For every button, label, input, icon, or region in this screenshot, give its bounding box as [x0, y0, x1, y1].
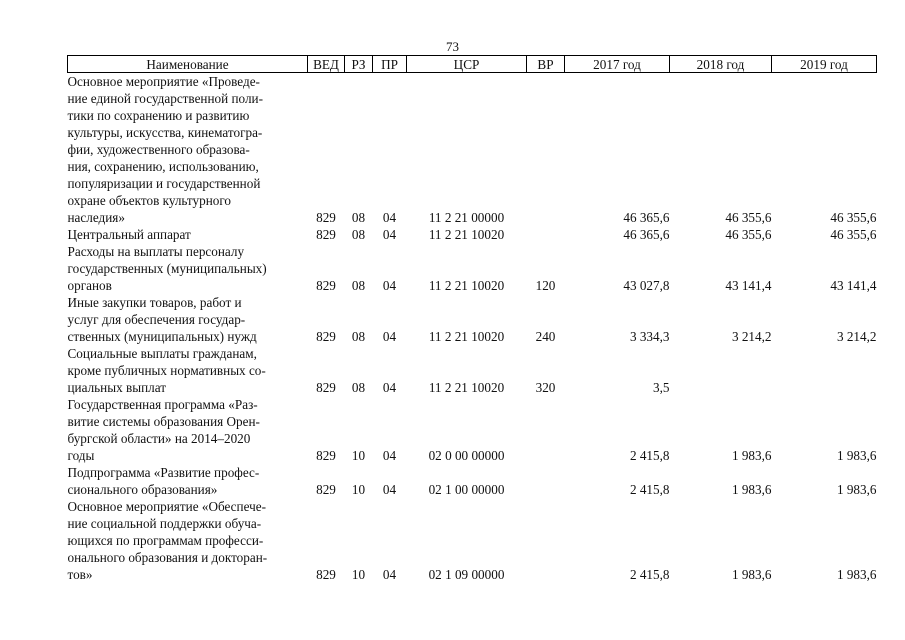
- cell-name: [68, 345, 308, 396]
- cell-rz: 10: [351, 448, 366, 463]
- cell-pr: 04: [382, 329, 397, 344]
- header-csr: ЦСР: [407, 56, 527, 73]
- name-line: тов»: [67, 567, 93, 582]
- cell-vr: [527, 226, 565, 243]
- cell-vr: 240: [535, 329, 556, 344]
- cell-2017: 46 365,6: [623, 227, 670, 242]
- name-line: ния, сохранению, использованию,: [67, 159, 259, 174]
- table-row: [68, 73, 877, 227]
- cell-rz: 08: [351, 329, 366, 344]
- cell-name: [68, 73, 308, 227]
- cell-rz: 08: [351, 380, 366, 395]
- cell-ved: 829: [316, 448, 336, 463]
- header-2017: 2017 год: [565, 56, 670, 73]
- table-row: [68, 243, 877, 294]
- name-line: циальных выплат: [67, 380, 166, 395]
- name-line: Подпрограмма «Развитие профес-: [67, 465, 260, 480]
- cell-vr: [527, 498, 565, 583]
- name-line: тики по сохранению и развитию: [67, 108, 250, 123]
- name-line: Центральный аппарат: [67, 227, 191, 242]
- cell-2018: 1 983,6: [731, 482, 772, 497]
- table-row: [68, 294, 877, 345]
- cell-pr: 04: [382, 567, 397, 582]
- cell-2017: 3 334,3: [629, 329, 670, 344]
- table-row: [68, 464, 877, 498]
- name-line: ние социальной поддержки обуча-: [67, 516, 262, 531]
- cell-csr: 02 1 09 00000: [428, 567, 505, 582]
- name-line: сионального образования»: [67, 482, 218, 497]
- cell-2019: 43 141,4: [830, 278, 877, 293]
- cell-2018: 46 355,6: [725, 227, 772, 242]
- cell-2017: 3,5: [653, 380, 670, 395]
- cell-ved: 829: [316, 380, 336, 395]
- cell-rz: 08: [351, 227, 366, 242]
- cell-csr: 11 2 21 10020: [428, 278, 505, 293]
- cell-pr: 04: [382, 380, 397, 395]
- name-line: Социальные выплаты гражданам,: [67, 346, 257, 361]
- name-line: наследия»: [67, 210, 125, 225]
- cell-name: [68, 226, 308, 243]
- cell-ved: 829: [316, 210, 336, 225]
- name-line: ющихся по программам професси-: [67, 533, 264, 548]
- header-pr: ПР: [373, 56, 407, 73]
- name-line: органов: [67, 278, 112, 293]
- cell-2019: 1 983,6: [836, 482, 877, 497]
- cell-name: [68, 498, 308, 583]
- cell-pr: 04: [382, 482, 397, 497]
- cell-vr: [527, 73, 565, 227]
- cell-vr: 320: [535, 380, 556, 395]
- name-line: культуры, искусства, кинематогра-: [67, 125, 263, 140]
- cell-pr: 04: [382, 227, 397, 242]
- table-row: [68, 345, 877, 396]
- name-line: ние единой государственной поли-: [67, 91, 264, 106]
- cell-ved: 829: [316, 482, 336, 497]
- cell-vr: [527, 464, 565, 498]
- table-row: [68, 396, 877, 464]
- name-line: услуг для обеспечения государ-: [67, 312, 246, 327]
- name-line: годы: [67, 448, 95, 463]
- cell-2018: 3 214,2: [731, 329, 772, 344]
- cell-2019: 3 214,2: [836, 329, 877, 344]
- name-line: Государственная программа «Раз-: [67, 397, 258, 412]
- name-line: онального образования и докторан-: [67, 550, 268, 565]
- name-line: охране объектов культурного: [67, 193, 232, 208]
- cell-ved: 829: [316, 329, 336, 344]
- cell-ved: 829: [316, 227, 336, 242]
- cell-2019: 46 355,6: [830, 210, 877, 225]
- cell-csr: 11 2 21 10020: [428, 380, 505, 395]
- name-line: Расходы на выплаты персоналу: [67, 244, 245, 259]
- cell-2019: 46 355,6: [830, 227, 877, 242]
- cell-2019: 1 983,6: [836, 567, 877, 582]
- cell-rz: 10: [351, 567, 366, 582]
- name-line: витие системы образования Орен-: [67, 414, 260, 429]
- cell-name: [68, 294, 308, 345]
- name-line: ственных (муниципальных) нужд: [67, 329, 257, 344]
- cell-vr: 120: [535, 278, 556, 293]
- header-name: Наименование: [68, 56, 308, 73]
- cell-2018: 1 983,6: [731, 448, 772, 463]
- cell-2017: 2 415,8: [629, 482, 670, 497]
- cell-csr: 11 2 21 10020: [428, 227, 505, 242]
- header-ved: ВЕД: [308, 56, 345, 73]
- name-line: Основное мероприятие «Обеспече-: [67, 499, 266, 514]
- cell-pr: 04: [382, 278, 397, 293]
- name-line: Иные закупки товаров, работ и: [67, 295, 242, 310]
- table-row: [68, 226, 877, 243]
- cell-csr: 11 2 21 00000: [428, 210, 505, 225]
- cell-2017: 46 365,6: [623, 210, 670, 225]
- cell-2017: 43 027,8: [623, 278, 670, 293]
- cell-2019: 1 983,6: [836, 448, 877, 463]
- cell-csr: 02 0 00 00000: [428, 448, 505, 463]
- name-line: бургской области» на 2014–2020: [67, 431, 251, 446]
- cell-rz: 08: [351, 278, 366, 293]
- cell-2018: [670, 345, 772, 396]
- name-line: кроме публичных нормативных со-: [67, 363, 266, 378]
- cell-name: [68, 243, 308, 294]
- page-number: 73: [446, 39, 459, 54]
- cell-2019: [772, 345, 877, 396]
- header-rz: РЗ: [345, 56, 373, 73]
- budget-table: [67, 55, 877, 583]
- cell-2017: 2 415,8: [629, 567, 670, 582]
- header-2019: 2019 год: [772, 56, 877, 73]
- cell-2018: 1 983,6: [731, 567, 772, 582]
- cell-2018: 43 141,4: [725, 278, 772, 293]
- cell-2017: 2 415,8: [629, 448, 670, 463]
- name-line: Основное мероприятие «Проведе-: [67, 74, 260, 89]
- cell-pr: 04: [382, 210, 397, 225]
- cell-name: [68, 464, 308, 498]
- name-line: популяризации и государственной: [67, 176, 261, 191]
- table-header-row: [68, 56, 877, 73]
- cell-2018: 46 355,6: [725, 210, 772, 225]
- name-line: фии, художественного образова-: [67, 142, 250, 157]
- cell-csr: 11 2 21 10020: [428, 329, 505, 344]
- cell-name: [68, 396, 308, 464]
- cell-pr: 04: [382, 448, 397, 463]
- cell-csr: 02 1 00 00000: [428, 482, 505, 497]
- header-vr: ВР: [527, 56, 565, 73]
- cell-ved: 829: [316, 278, 336, 293]
- cell-rz: 08: [351, 210, 366, 225]
- header-2018: 2018 год: [670, 56, 772, 73]
- name-line: государственных (муниципальных): [67, 261, 267, 276]
- table-row: [68, 498, 877, 583]
- cell-rz: 10: [351, 482, 366, 497]
- cell-vr: [527, 396, 565, 464]
- table-body: [68, 73, 877, 584]
- cell-ved: 829: [316, 567, 336, 582]
